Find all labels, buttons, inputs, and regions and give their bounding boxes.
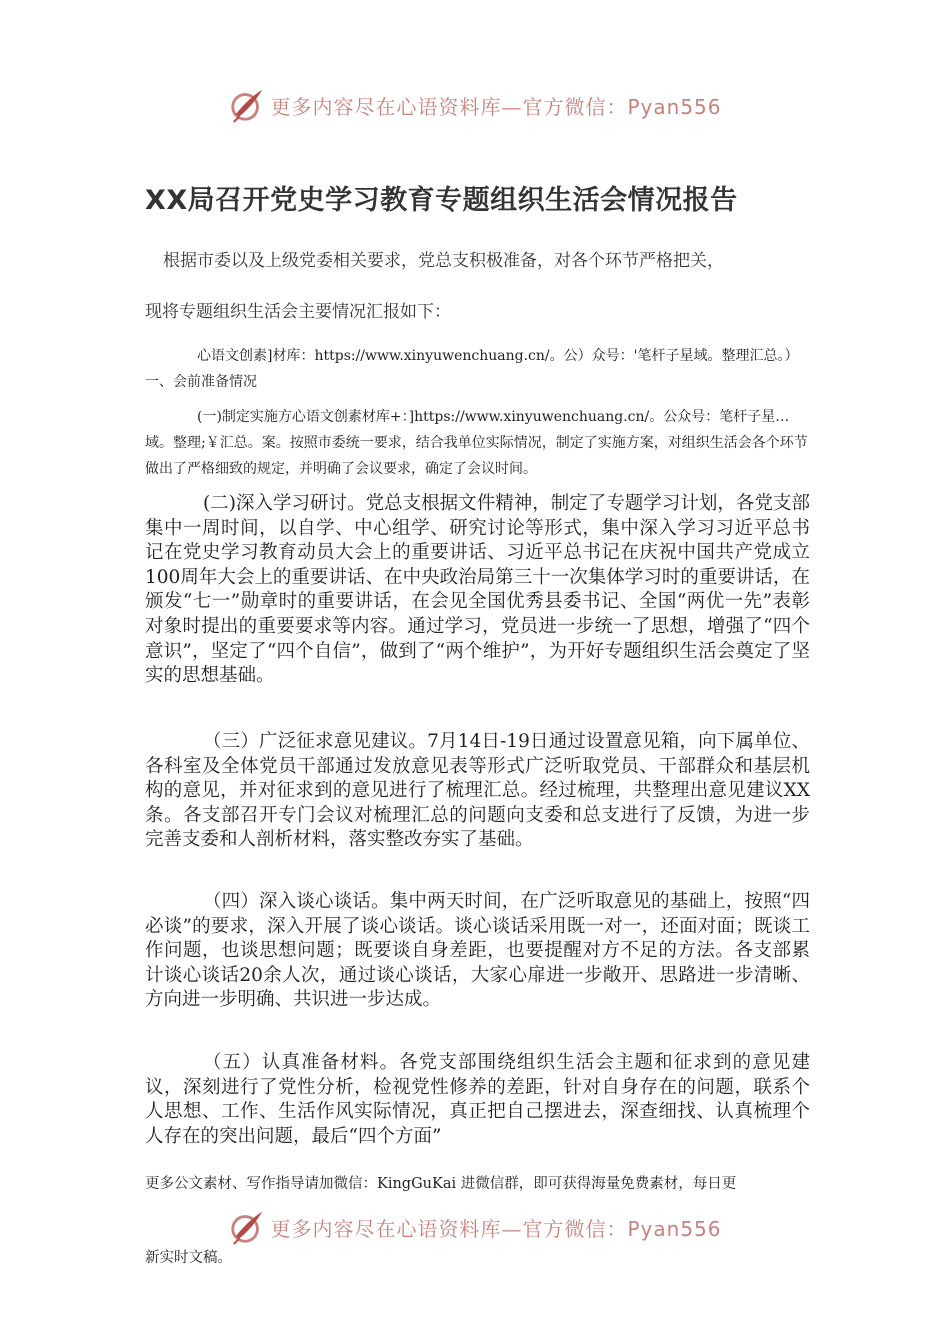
quill-logo-icon <box>228 1208 266 1246</box>
banner-wechat-label: 官方微信： <box>522 1216 628 1241</box>
footer-promo-line-2: 新实时文稿。 <box>145 1250 232 1266</box>
banner-text <box>270 1213 721 1242</box>
paragraph-solicit-opinions: （三）广泛征求意见建议。7月14日-19日通过设置意见箱，向下属单位、各科室及全体党员干部通过发放意见表等形式广泛听取党员、干部群众和基层机构的意见，并对征求到的意见进行了梳理汇总。经过梳理，共整理出意见建议XX条。各支部召开专门会议对梳理汇总的问题向支委和总支进行了反馈，为进一步完善支委和人剖析材料，落实整改夯实了基础。 <box>145 731 810 851</box>
intro-line-2: 现将专题组织生活会主要情况汇报如下： <box>145 302 451 322</box>
quill-logo-icon <box>228 86 266 124</box>
banner-separator: — <box>501 1216 523 1241</box>
footer-promo-line-1: 更多公文素材、写作指导请加微信：KingGuKai 进微信群，即可获得海量免费素材，每日更 <box>145 1176 737 1192</box>
paragraph-heart-talks: （四）深入谈心谈话。集中两天时间，在广泛听取意见的基础上，按照“四必谈”的要求，深入开展了谈心谈话。谈心谈话采用既一对一，还面对面；既谈工作问题，也谈思想问题；既要谈自身差距，也要提醒对方不足的方法。各支部累计谈心谈话20余人次，通过谈心谈话，大家心扉进一步敞开、思路进一步清晰、方向进一步明确、共识进一步达成。 <box>145 891 810 1011</box>
footer-banner <box>0 1208 950 1246</box>
section-one-item-one-paragraph: (一)制定实施方心语文创素材库+：]https://www.xinyuwenchuang.cn/。公众号：笔杆子星…域。整理;￥汇总。案。按照市委统一要求，结合我单位实际情况，制定了实施方案，对组织生活会各个环节做出了严格细致的规定，并明确了会议要求，确定了会议时间。 <box>145 409 808 477</box>
banner-wechat-label: 官方微信： <box>522 94 628 119</box>
header-banner <box>0 86 950 124</box>
banner-wechat-id: Pyan556 <box>627 94 722 119</box>
paragraph-prepare-materials: （五）认真准备材料。各党支部围绕组织生活会主题和征求到的意见建议，深刻进行了党性分析，检视党性修养的差距，针对自身存在的问题，联系个人思想、工作、生活作风实际情况，真正把自己摆进去，深查细找、认真梳理个人存在的突出问题，最后“四个方面” <box>145 1052 810 1147</box>
banner-separator: — <box>501 94 523 119</box>
document-title: XX局召开党史学习教育专题组织生活会情况报告 <box>145 185 738 216</box>
paragraph-study-research: (二)深入学习研讨。党总支根据文件精神，制定了专题学习计划，各党支部集中一周时间，以自学、中心组学、研究讨论等形式，集中深入学习习近平总书记在党史学习教育动员大会上的重要讲话、习近平总书记在庆祝中国共产党成立100周年大会上的重要讲话、在中央政治局第三十一次集体学习时的重要讲话，在颁发“七一”勋章时的重要讲话，在会见全国优秀县委书记、全国“两优一先”表彰对象时提出的重要要求等内容。通过学习，党员进一步统一了思想，增强了“四个意识”，坚定了“四个自信”，做到了“两个维护”，为开好专题组织生活会奠定了坚实的思想基础。 <box>145 493 810 687</box>
section-one-heading-paragraph: 心语文创素]材库：https://www.xinyuwenchuang.cn/。公）众号：'笔杆子星域。整理汇总。）一、会前准备情况 <box>145 348 799 390</box>
banner-text <box>270 91 721 120</box>
banner-wechat-id: Pyan556 <box>627 1216 722 1241</box>
banner-library-text: 更多内容尽在心语资料库 <box>270 94 502 119</box>
banner-library-text: 更多内容尽在心语资料库 <box>270 1216 502 1241</box>
intro-line-1: 根据市委以及上级党委相关要求，党总支积极准备，对各个环节严格把关， <box>163 251 724 271</box>
